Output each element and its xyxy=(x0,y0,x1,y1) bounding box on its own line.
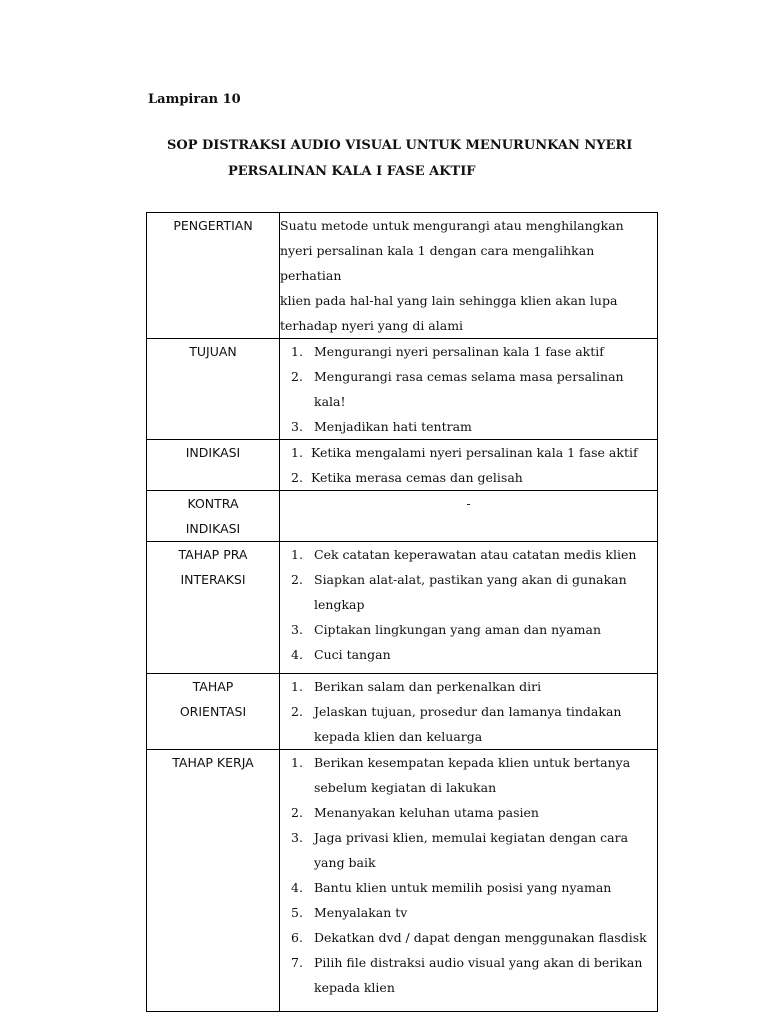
table-row-pengertian xyxy=(147,213,658,339)
list-item: 6. Dekatkan dvd / dapat dengan menggunakan flasdisk xyxy=(291,930,647,945)
row-content-pra-interaksi xyxy=(280,542,658,674)
list-item: 2. Siapkan alat-alat, pastikan yang akan di gunakan lengkap xyxy=(291,572,627,612)
list-item: 1. Berikan salam dan perkenalkan diri xyxy=(291,679,542,694)
sop-table xyxy=(146,212,658,1012)
row-label-indikasi: INDIKASI xyxy=(147,440,280,491)
document-title-line-2: PERSALINAN KALA I FASE AKTIF xyxy=(228,164,476,179)
row-label-pengertian: PENGERTIAN xyxy=(147,213,280,339)
table-row-tujuan xyxy=(147,339,658,440)
definition-line: nyeri persalinan kala 1 dengan cara mengalihkan perhatian xyxy=(280,243,595,283)
work-steps xyxy=(280,750,657,1000)
table-row-indikasi xyxy=(147,440,658,491)
table-row-kontra-indikasi xyxy=(147,491,658,542)
list-item: 5. Menyalakan tv xyxy=(291,905,408,920)
list-item: 2. Menanyakan keluhan utama pasien xyxy=(291,805,539,820)
list-item: 2. Mengurangi rasa cemas selama masa persalinan kala! xyxy=(291,369,624,409)
row-label-tujuan: TUJUAN xyxy=(147,339,280,440)
orientation-steps xyxy=(280,674,657,749)
row-content-pengertian xyxy=(280,213,658,339)
table-row-kerja xyxy=(147,750,658,1012)
list-item: 3. Jaga privasi klien, memulai kegiatan dengan cara yang baik xyxy=(291,830,629,870)
appendix-label: Lampiran 10 xyxy=(148,92,241,107)
pre-interaction-steps xyxy=(280,542,657,667)
list-item: 7. Pilih file distraksi audio visual yang akan di berikan kepada klien xyxy=(291,955,643,995)
list-item: 2. Ketika merasa cemas dan gelisah xyxy=(291,470,523,485)
list-item: 1. Berikan kesempatan kepada klien untuk bertanya sebelum kegiatan di lakukan xyxy=(291,755,631,795)
row-label-orientasi: TAHAP ORIENTASI xyxy=(147,674,280,750)
row-content-orientasi xyxy=(280,674,658,750)
list-item: 2. Jelaskan tujuan, prosedur dan lamanya tindakan kepada klien dan keluarga xyxy=(291,704,622,744)
definition-line: klien pada hal-hal yang lain sehingga klien akan lupa xyxy=(280,293,618,308)
document-title-line-1: SOP DISTRAKSI AUDIO VISUAL UNTUK MENURUNKAN NYERI xyxy=(167,138,633,153)
list-item: 4. Cuci tangan xyxy=(291,647,391,662)
row-label-kontra-indikasi: KONTRA INDIKASI xyxy=(147,491,280,542)
row-content-indikasi xyxy=(280,440,658,491)
row-content-kerja xyxy=(280,750,658,1012)
list-item: 1. Cek catatan keperawatan atau catatan medis klien xyxy=(291,547,637,562)
objective-list xyxy=(280,339,657,439)
row-label-pra-interaksi: TAHAP PRA INTERAKSI xyxy=(147,542,280,674)
row-label-kerja: TAHAP KERJA xyxy=(147,750,280,1012)
table-row-orientasi xyxy=(147,674,658,750)
row-content-tujuan xyxy=(280,339,658,440)
list-item: 1. Mengurangi nyeri persalinan kala 1 fase aktif xyxy=(291,344,604,359)
list-item: 1. Ketika mengalami nyeri persalinan kala 1 fase aktif xyxy=(291,445,638,460)
table-row-pra-interaksi xyxy=(147,542,658,674)
indication-list xyxy=(280,440,657,490)
list-item: 3. Ciptakan lingkungan yang aman dan nyaman xyxy=(291,622,602,637)
row-content-kontra-indikasi: - xyxy=(280,491,658,542)
definition-line: terhadap nyeri yang di alami xyxy=(280,318,464,333)
list-item: 3. Menjadikan hati tentram xyxy=(291,419,472,434)
list-item: 4. Bantu klien untuk memilih posisi yang nyaman xyxy=(291,880,612,895)
definition-line: Suatu metode untuk mengurangi atau menghilangkan xyxy=(280,218,624,233)
